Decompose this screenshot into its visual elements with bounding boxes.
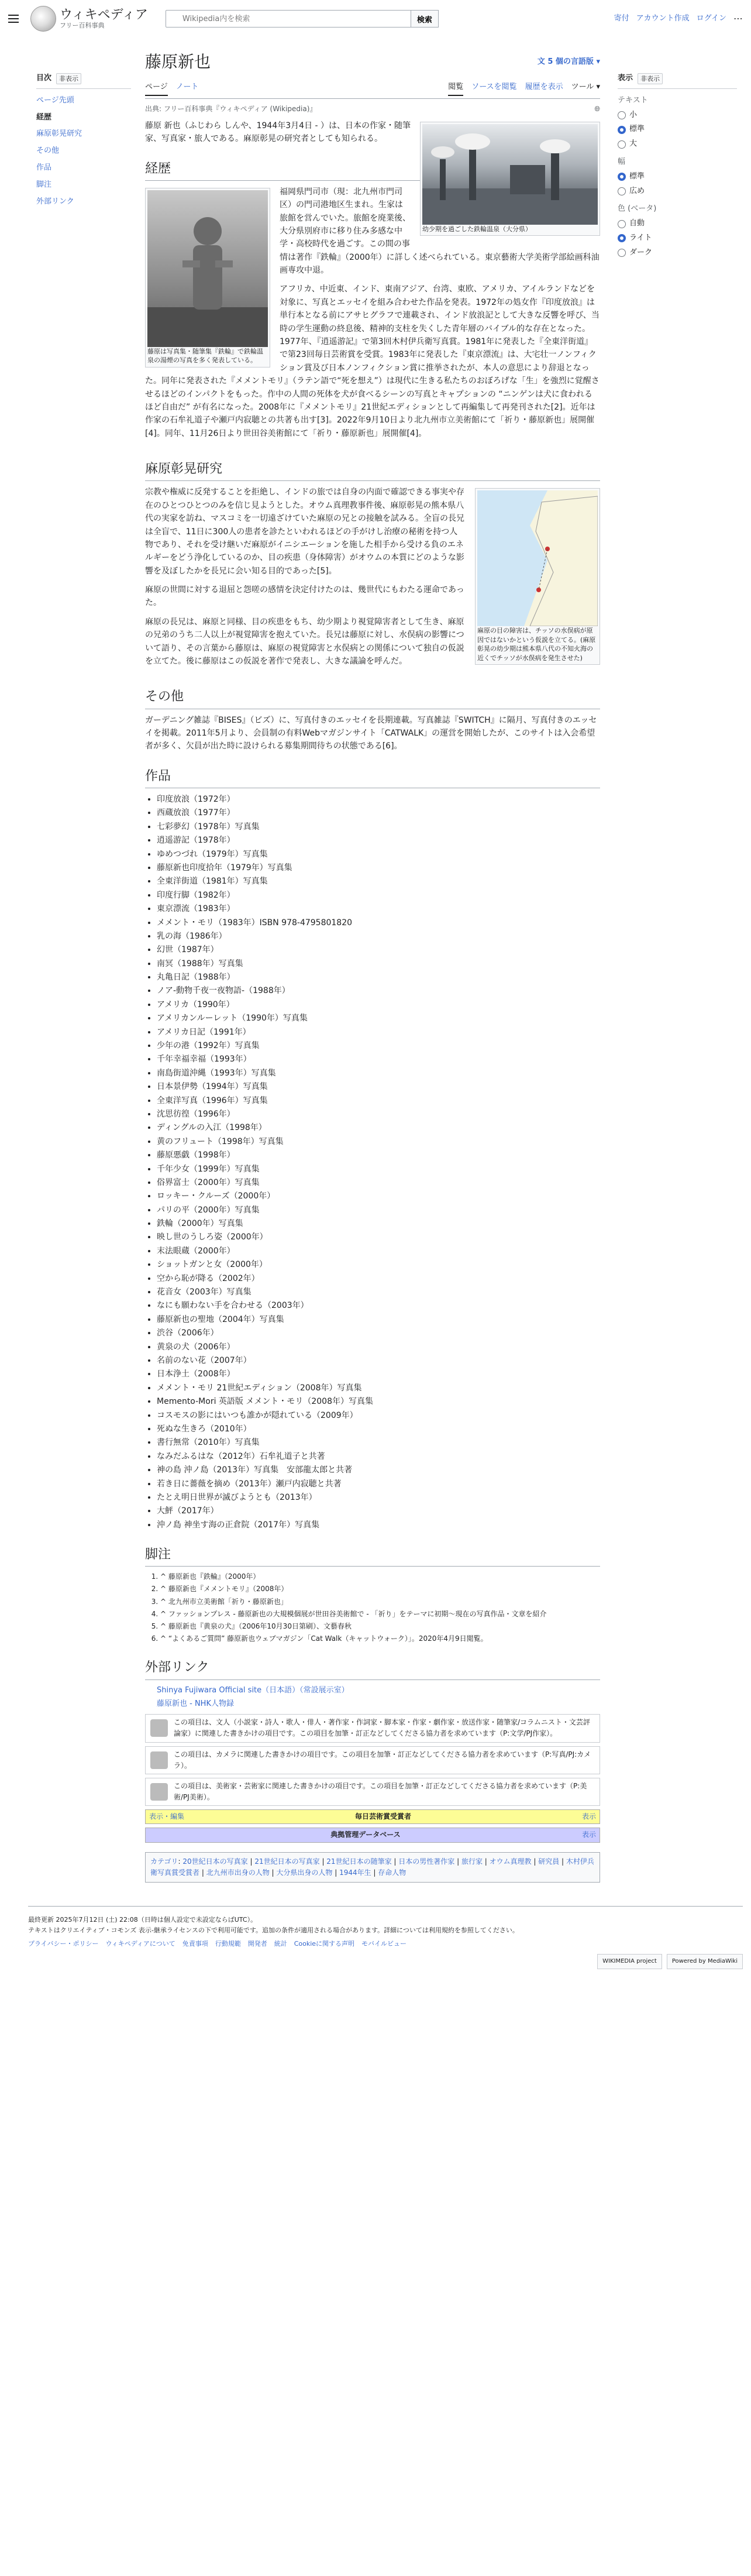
footer-link[interactable]: ウィキペディアについて bbox=[105, 1940, 175, 1948]
reference-item: 3. ^ 北九州市立美術館「祈り・藤原新也」 bbox=[160, 1596, 600, 1608]
wikipedia-globe-icon bbox=[30, 6, 56, 32]
navbox-show-mainichi[interactable]: 表示 bbox=[581, 1812, 596, 1821]
wikimedia-badge[interactable]: WIKIMEDIA project bbox=[597, 1954, 662, 1969]
tab-view-source[interactable]: ソースを閲覧 bbox=[471, 82, 517, 91]
work-item: • 東京漂流（1983年） bbox=[157, 902, 600, 915]
wordmark-subtitle: フリー百科事典 bbox=[60, 22, 105, 30]
work-item: • たとえ明日世界が滅びようとも（2013年） bbox=[157, 1491, 600, 1504]
appearance-hide-button[interactable]: 非表示 bbox=[638, 73, 663, 85]
personal-tools bbox=[614, 11, 743, 26]
work-item: • 藤原悪戯（1998年） bbox=[157, 1149, 600, 1162]
map-illustration bbox=[477, 490, 598, 626]
language-button[interactable]: 文︎ 5 個の言語版 ▾ bbox=[537, 57, 600, 66]
reference-item: 1. ^ 藤原新也『鉄輪』（2000年） bbox=[160, 1571, 600, 1582]
work-item: • 千年幸福幸福（1993年） bbox=[157, 1053, 600, 1066]
work-item: • メメント・モリ（1983年）ISBN 978-4795801820 bbox=[157, 916, 600, 929]
reference-item: 5. ^ 藤原新也『黄泉の犬』（2006年10月30日第刷）、文藝春秋 bbox=[160, 1621, 600, 1632]
last-edit-text: 最終更新 2025年7月12日 (土) 22:08（日時は個人設定で未設定ならばUTC）。 bbox=[28, 1916, 257, 1924]
work-item: • アメリカ（1990年） bbox=[157, 998, 600, 1011]
palette-icon bbox=[150, 1783, 168, 1801]
translate-icon[interactable]: 🌐︎ bbox=[594, 104, 600, 113]
login-link[interactable]: ログイン bbox=[696, 13, 726, 23]
footer-link[interactable]: 免責事項 bbox=[182, 1940, 208, 1948]
factory-illustration bbox=[422, 124, 598, 225]
text-size-small[interactable]: 小 bbox=[618, 109, 737, 122]
stub-box-art: この項目は、美術家・芸術家に関連した書きかけの項目です。この項目を加筆・訂正などしてくださる協力者を求めています（P:美術/PJ美術）。 bbox=[145, 1778, 600, 1806]
toc-item-external[interactable]: 外部リンク bbox=[36, 197, 74, 206]
article-content bbox=[137, 37, 608, 1892]
width-label: 幅 bbox=[618, 157, 626, 166]
work-item: • 幻世（1987年） bbox=[157, 943, 600, 956]
stub-box-literature: この項目は、文人（小説家・詩人・歌人・俳人・著作家・作詞家・脚本家・作家・劇作家・放送作家・随筆家/コラムニスト・文芸評論家）に関連した書きかけの項目です。この項目を加筆・訂正などしてくださる協力者を求めています（P:文学/PJ作家）。 bbox=[145, 1714, 600, 1742]
caption-factory: 幼少期を過ごした鉄輪温泉（大分県） bbox=[422, 225, 532, 233]
site-footer bbox=[28, 1906, 743, 1993]
work-item: • 黄のフリュート（1998年）写真集 bbox=[157, 1135, 600, 1148]
work-item: • なにも願わない手を合わせる（2003年） bbox=[157, 1299, 600, 1312]
figure-map bbox=[475, 488, 600, 665]
create-account-link[interactable]: アカウント作成 bbox=[636, 13, 690, 23]
text-size-standard[interactable]: 標準 bbox=[618, 123, 737, 136]
category-link[interactable]: 研究員 bbox=[538, 1857, 560, 1866]
toc-item-asahara[interactable]: 麻原彰晃研究 bbox=[36, 129, 82, 139]
footer-link[interactable]: 行動規範 bbox=[215, 1940, 241, 1948]
width-standard[interactable]: 標準 bbox=[618, 171, 737, 183]
references-list bbox=[160, 1571, 600, 1644]
toc-title: 目次 bbox=[36, 74, 52, 83]
work-item: • 花音女（2003年）写真集 bbox=[157, 1286, 600, 1299]
work-item: • 印度放浪（1972年） bbox=[157, 793, 600, 806]
caption-statue: 藤原は写真集・随筆集『鉄輪』で鉄輪温泉の湯煙の写真を多く発表している。 bbox=[147, 347, 263, 365]
navbox-show-authority[interactable]: 表示 bbox=[581, 1830, 596, 1839]
section-works: 作品 bbox=[145, 766, 600, 788]
work-item: • 乳の海（1986年） bbox=[157, 930, 600, 943]
work-item: • ゆめつづれ（1979年）写真集 bbox=[157, 848, 600, 861]
work-item: • パリの平（2000年）写真集 bbox=[157, 1204, 600, 1217]
works-list bbox=[157, 793, 600, 1531]
footer-link[interactable]: Cookieに関する声明 bbox=[294, 1940, 355, 1948]
external-link-nhk[interactable]: 藤原新也 - NHK人物録 bbox=[157, 1699, 234, 1709]
toc-item-notes[interactable]: 脚注 bbox=[36, 180, 52, 189]
color-dark[interactable]: ダーク bbox=[618, 247, 737, 259]
figure-factory bbox=[420, 122, 600, 236]
work-item: • Memento-Mori 英語版 メメント・モリ（2008年）写真集 bbox=[157, 1395, 600, 1408]
section-asahara: 麻原彰晃研究 bbox=[145, 459, 600, 481]
work-item: • 鉄輪（2000年）写真集 bbox=[157, 1217, 600, 1230]
work-item: • 藤原新也の聖地（2004年）写真集 bbox=[157, 1313, 600, 1326]
asahara-paragraph-1: 宗教や権威に反発することを拒絶し、インドの旅では自身の内面で確認できる事実や存在のひとつひとつのみを信じ見ようとした。オウム真理教事件後、麻原彰晃の熊本県八代の実家を訪ね、マスコミを一切遠ざけていた麻原の兄との接触を試みる。全盲の長兄は全盲で、11日に300人の患者を診たといわれるほどの手がけし治療の秘術を持つ人物であり、それを受け継いだ麻原がイニシエーションを施した相手から受ける負のエネルギーをどう浄化しているのか、目の疾患（身体障害）がオウムの本質にどのような影響を及ぼしたかを長兄に会い知る目的であった[5]。 bbox=[145, 487, 464, 576]
toc-hide-button[interactable]: 非表示 bbox=[56, 73, 81, 85]
work-item: • 全東洋街道（1981年）写真集 bbox=[157, 875, 600, 888]
page-title: 藤原新也 bbox=[145, 52, 211, 71]
navbox-title-authority: 典拠管理データベース bbox=[330, 1830, 401, 1839]
work-item: • メメント・モリ 21世紀エディション（2008年）写真集 bbox=[157, 1382, 600, 1395]
career-paragraph-1: 福岡県門司市（現：北九州市門司区）の門司港地区生まれ。生家は旅館を営んでいた。旅館を廃業後、大分県別府市に移り住み多感な中学・高校時代を過ごす。この間の事情は著作『鉄輪』（2000年）に詳しく述べられている。東京藝術大学美術学部絵画科油画専攻中退。 bbox=[280, 187, 600, 276]
work-item: • なみだふるはな（2012年）石牟礼道子と共著 bbox=[157, 1450, 600, 1463]
work-item: • 日本浄土（2008年） bbox=[157, 1368, 600, 1380]
toc-item-other[interactable]: その他 bbox=[36, 146, 60, 156]
category-link[interactable]: 木村伊兵衛写真賞受賞者 bbox=[150, 1857, 594, 1877]
navbox-edit-link[interactable]: 表示・編集 bbox=[149, 1812, 185, 1821]
category-link[interactable]: 旅行家 bbox=[461, 1857, 483, 1866]
search-input[interactable] bbox=[166, 10, 411, 28]
width-wide[interactable]: 広め bbox=[618, 186, 737, 198]
search-button[interactable]: 検索 bbox=[411, 10, 439, 28]
navbox-authority bbox=[145, 1828, 600, 1842]
text-size-large[interactable]: 大 bbox=[618, 138, 737, 150]
work-item: • 南冥（1988年）写真集 bbox=[157, 957, 600, 970]
work-item: • 全東洋写真（1996年）写真集 bbox=[157, 1094, 600, 1107]
wordmark-title: ウィキペディア bbox=[60, 7, 148, 22]
statue-photo[interactable] bbox=[147, 190, 268, 347]
mediawiki-badge[interactable]: Powered by MediaWiki bbox=[667, 1954, 743, 1969]
color-label: 色 (ベータ) bbox=[618, 204, 657, 214]
career-paragraph-2: アフリカ、中近東、インド、東南アジア、台湾、東欧、アメリカ、アイルランドなどを対象に、写真とエッセイを組み合わせた作品を発表。1972年の処女作『印度放浪』は単行本となる前にアサヒグラフで連載され、インド放浪記として大きな反響を呼び、当時の学生運動の終息後、精神的支柱を失くした青年層のバイブル的な存在となった。1977年、『逍遥游記』で第3回木村伊兵衛写真賞。1981年に発表した『全東洋街道』で第23回毎日芸術賞を受賞。1983年に発表した『東京漂流』は、大宅壮一ノンフィクション賞及び日本ノンフィクション賞に推挙されたが、本人の意思により辞退となった。同年に発表された『メメントモリ』（ラテン語で“死を想え”）は現代に生きる私たちのおぼろげな「生」を強烈に覚醒させるほどのインパクトをもった。作中の人間の死体を犬が食べるシーンの写真とキャプションの “ニンゲンは犬に食われるほど自由だ” が有名になった。2008年に『メメントモリ』21世紀エディションとして再編集して再発刊された[2]。近年は作家の石牟礼道子や瀬戸内寂聴との共著も出す[3]。2022年9月10日より北九州市立美術館にて「祈り・藤原新也」展開催[4]。同年、11月26日より世田谷美術館にて「祈り・藤原新也」展開催[4]。 bbox=[145, 284, 600, 438]
work-item: • 丸亀日記（1988年） bbox=[157, 971, 600, 984]
section-notes: 脚注 bbox=[145, 1544, 600, 1567]
work-item: • 空から恥が降る（2002年） bbox=[157, 1272, 600, 1285]
appearance-title: 表示 bbox=[618, 74, 633, 83]
footer-link[interactable]: プライバシー・ポリシー bbox=[28, 1940, 99, 1948]
category-link[interactable]: 21世紀日本の写真家 bbox=[254, 1857, 320, 1866]
work-item: • ディングルの入江（1998年） bbox=[157, 1121, 600, 1134]
footer-link[interactable]: 統計 bbox=[274, 1940, 287, 1948]
navbox-title-mainichi: 毎日芸術賞受賞者 bbox=[354, 1812, 411, 1821]
wikipedia-logo[interactable] bbox=[30, 6, 148, 32]
work-item: • アメリカ日記（1991年） bbox=[157, 1026, 600, 1039]
category-link[interactable]: 1944年生 bbox=[339, 1868, 371, 1877]
page-tabs bbox=[145, 78, 600, 99]
category-link[interactable]: 21世紀日本の随筆家 bbox=[326, 1857, 392, 1866]
work-item: • 渋谷（2006年） bbox=[157, 1327, 600, 1339]
work-item: • 少年の港（1992年）写真集 bbox=[157, 1039, 600, 1052]
work-item: • 西蔵放浪（1977年） bbox=[157, 806, 600, 819]
work-item: • 神の島 沖ノ島（2013年）写真集 安部龍太郎と共著 bbox=[157, 1464, 600, 1476]
asahara-paragraph-3: 麻原の長兄は、麻原と同様、目の疾患をもち、幼少期より視覚障害者として生き、麻原の兄弟のうち二人以上が視覚障害を抱えていた。長兄は藤原に対し、水俣病の影響について語り、その言葉から藤原は、麻原の視覚障害と水俣病との関係について独自の仮説を立てた。後に藤原はこの仮説を著作で発表し、大きな議論を呼んだ。 bbox=[145, 617, 464, 667]
work-item: • 俗界富士（2000年）写真集 bbox=[157, 1176, 600, 1189]
text-size-label: テキスト bbox=[618, 95, 648, 105]
work-item: • 大鮃（2017年） bbox=[157, 1505, 600, 1517]
navbox-mainichi bbox=[145, 1809, 600, 1824]
search-form bbox=[166, 10, 439, 28]
work-item: • 藤原新也印度拾年（1979年）写真集 bbox=[157, 861, 600, 874]
tab-tools[interactable]: ツール ▾ bbox=[571, 82, 600, 91]
work-item: • コスモスの影にはいつも誰かが隠れている（2009年） bbox=[157, 1409, 600, 1422]
from-line: 出典: フリー百科事典『ウィキペディア (Wikipedia)』 bbox=[145, 104, 317, 113]
statue-illustration bbox=[147, 190, 268, 347]
work-item: • 印度行脚（1982年） bbox=[157, 889, 600, 902]
toc-item-works[interactable]: 作品 bbox=[36, 163, 52, 172]
license-text: テキストはクリエイティブ・コモンズ 表示-継承ライセンスの下で利用可能です。追加の条件が適用される場合があります。詳細については利用規約を参照してください。 bbox=[28, 1926, 519, 1934]
footer-link[interactable]: モバイルビュー bbox=[361, 1940, 407, 1948]
reference-item: 4. ^ ファッションプレス - 藤原新也の大規模個展が世田谷美術館で - 「祈り」をテーマに初期〜現在の写真作品・文章を紹介 bbox=[160, 1609, 600, 1620]
map-image[interactable] bbox=[477, 490, 598, 626]
section-external: 外部リンク bbox=[145, 1657, 600, 1679]
work-item: • 沈思彷徨（1996年） bbox=[157, 1108, 600, 1121]
figure-statue bbox=[145, 188, 270, 367]
more-options-icon[interactable]: ⋯ bbox=[733, 13, 743, 25]
category-link[interactable]: 日本の男性著作家 bbox=[398, 1857, 455, 1866]
reference-item: 6. ^ “よくあるご質問” 藤原新也ウェブマガジン「Cat Walk（キャットウォーク）」。2020年4月9日閲覧。 bbox=[160, 1633, 600, 1644]
toc-item-career[interactable]: 経歴 bbox=[36, 112, 52, 122]
section-career: 経歴 bbox=[145, 159, 600, 181]
toc-sidebar bbox=[8, 37, 137, 1892]
work-item: • 千年少女（1999年）写真集 bbox=[157, 1163, 600, 1176]
work-item: • ノア-動物千夜一夜物語-（1988年） bbox=[157, 984, 600, 997]
site-header bbox=[0, 0, 751, 37]
work-item: • 日本景伊勢（1994年）写真集 bbox=[157, 1080, 600, 1093]
factory-photo[interactable] bbox=[422, 124, 598, 225]
work-item: • 沖ノ島 神坐す海の正倉院（2017年）写真集 bbox=[157, 1519, 600, 1531]
donate-link[interactable]: 寄付 bbox=[614, 13, 629, 23]
caption-map: 麻原の目の障害は、チッソの水俣病が原因ではないかという仮説を立てる。(麻原彰晃の幼少期は熊本県八代の不知火海の近くでチッソが水俣病を発生させた) bbox=[477, 627, 596, 662]
footer-links bbox=[28, 1939, 743, 1949]
section-other: その他 bbox=[145, 686, 600, 709]
work-item: • 末法眼蔵（2000年） bbox=[157, 1245, 600, 1258]
category-link[interactable]: 北九州市出身の人物 bbox=[206, 1868, 270, 1877]
stub-box-camera: この項目は、カメラに関連した書きかけの項目です。この項目を加筆・訂正などしてくださる協力者を求めています（P:写真/PJ:カメラ）。 bbox=[145, 1746, 600, 1774]
color-light[interactable]: ライト bbox=[618, 232, 737, 245]
color-auto[interactable]: 自動 bbox=[618, 218, 737, 230]
page-body bbox=[0, 37, 751, 1892]
reference-item: 2. ^ 藤原新也『メメントモリ』（2008年） bbox=[160, 1584, 600, 1595]
work-item: • 死ぬな生きろ（2010年） bbox=[157, 1423, 600, 1435]
toc-item-top[interactable]: ページ先頭 bbox=[36, 95, 74, 105]
work-item: • アメリカンルーレット（1990年）写真集 bbox=[157, 1012, 600, 1025]
work-item: • ロッキー・クルーズ（2000年） bbox=[157, 1190, 600, 1203]
work-item: • 映し世のうしろ姿（2000年） bbox=[157, 1231, 600, 1244]
work-item: • 名前のない花（2007年） bbox=[157, 1354, 600, 1367]
external-link-official[interactable]: Shinya Fujiwara Official site（日本語）（常設展示室） bbox=[157, 1685, 349, 1695]
category-link[interactable]: 大分県出身の人物 bbox=[276, 1868, 333, 1877]
asahara-paragraph-2: 麻原の世間に対する退屈と怨嗟の感情を決定付けたのは、幾世代にもわたる運命であった。 bbox=[145, 585, 464, 608]
work-item: • ショットガンと女（2000年） bbox=[157, 1258, 600, 1271]
work-item: • 黄泉の犬（2006年） bbox=[157, 1341, 600, 1354]
tab-page[interactable]: ページ bbox=[145, 81, 168, 96]
category-link[interactable]: 20世紀日本の写真家 bbox=[182, 1857, 248, 1866]
intro-paragraph: 藤原 新也（ふじわら しんや、1944年3月4日 - ）は、日本の作家・随筆家、写真家・旅人である。麻原彰晃の研究者としても知られる。 bbox=[145, 121, 411, 144]
category-links: カテゴリ: 20世紀日本の写真家 | 21世紀日本の写真家 | 21世紀日本の随筆家 | 日本の男性著作家 | 旅行家 | オウム真理教 | 研究員 | 木村伊兵衛写真賞受賞者 | 北九州市出身の人物 | 大分県出身の人物 | 1944年生 | 存命人物 bbox=[145, 1852, 600, 1883]
categories-label[interactable]: カテゴリ bbox=[150, 1857, 178, 1866]
camera-icon bbox=[150, 1751, 168, 1769]
work-item: • 七彩夢幻（1978年）写真集 bbox=[157, 820, 600, 833]
work-item: • 若き日に薔薇を摘め（2013年）瀬戸内寂聴と共著 bbox=[157, 1478, 600, 1490]
tab-read[interactable]: 閲覧 bbox=[448, 81, 463, 96]
footer-link[interactable]: 開発者 bbox=[247, 1940, 267, 1948]
appearance-panel bbox=[608, 37, 737, 1892]
work-item: • 書行無常（2010年）写真集 bbox=[157, 1436, 600, 1449]
category-link[interactable]: オウム真理教 bbox=[489, 1857, 532, 1866]
work-item: • 南島街道沖縄（1993年）写真集 bbox=[157, 1067, 600, 1080]
category-link[interactable]: 存命人物 bbox=[378, 1868, 406, 1877]
tab-talk[interactable]: ノート bbox=[175, 82, 199, 91]
pen-icon bbox=[150, 1719, 168, 1737]
other-paragraph: ガーデニング雑誌『BISES』（ビズ）に、写真付きのエッセイを長期連載。写真雑誌『SWITCH』に隔月、写真付きのエッセイを掲載。2011年5月より、会員制の有料Webマガジンサイト「CATWALK」の運営を開始したが、このサイトは入会希望者が多く、欠員が出た時に設けられる募集期間待ちの状態である[6]。 bbox=[145, 715, 597, 751]
work-item: • 逍遥游記（1978年） bbox=[157, 834, 600, 847]
main-menu-icon[interactable] bbox=[8, 11, 25, 27]
tab-history[interactable]: 履歴を表示 bbox=[525, 82, 563, 91]
